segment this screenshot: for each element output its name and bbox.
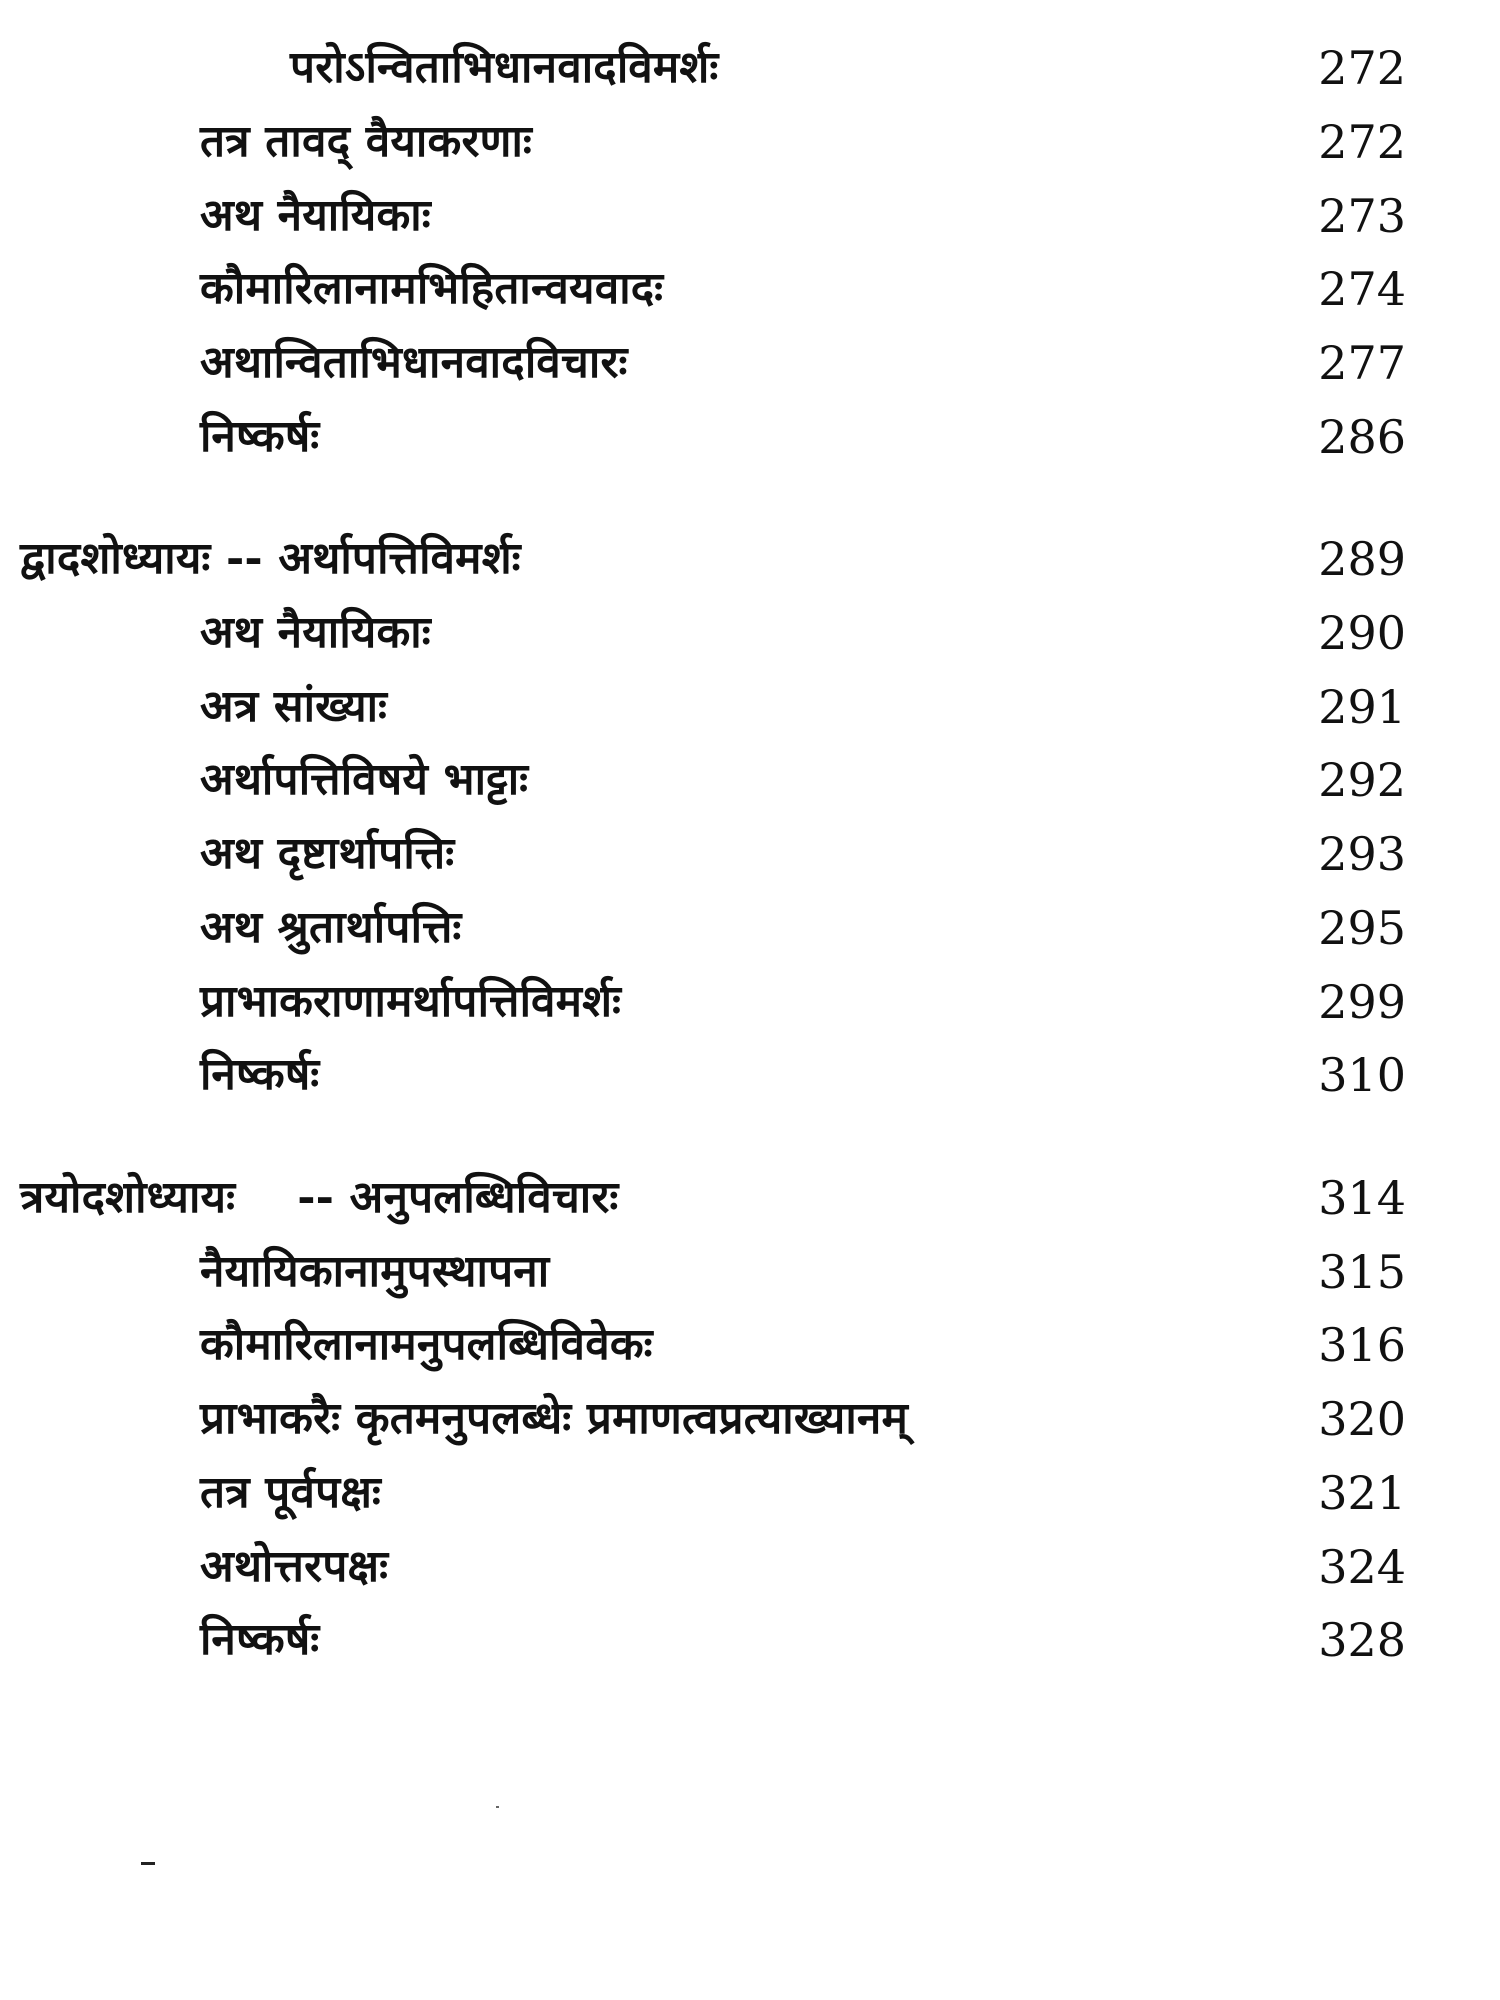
toc-entry-page: 316 [1318,1318,1406,1372]
toc-entry-page: 291 [1318,680,1406,734]
toc-entry [0,1461,1500,1525]
toc-entry-page: 320 [1318,1392,1406,1446]
toc-entry-page: 290 [1318,606,1406,660]
toc-entry-title: तत्र तावद् वैयाकरणाः [200,116,532,167]
toc-entry [0,1535,1500,1599]
toc-entry-page: 315 [1318,1245,1406,1299]
toc-entry [0,184,1500,248]
toc-entry-title: तत्र पूर्वपक्षः [200,1467,381,1518]
toc-entry-title: कौमारिलानामनुपलब्धिविवेकः [200,1319,653,1370]
toc-entry-page: 272 [1318,41,1406,95]
toc-entry-title: निष्कर्षः [200,1614,320,1665]
toc-entry-page: 272 [1318,115,1406,169]
toc-entry [0,257,1500,321]
toc-entry [0,110,1500,174]
scan-speck [496,1806,499,1808]
toc-entry-title: अत्र सांख्याः [200,681,388,732]
toc-entry [0,1387,1500,1451]
toc-entry [0,748,1500,812]
toc-entry-page: 328 [1318,1613,1406,1667]
toc-entry-title: निष्कर्षः [200,1049,320,1100]
toc-entry [0,970,1500,1034]
toc-entry-page: 321 [1318,1466,1406,1520]
toc-entry-page: 324 [1318,1540,1406,1594]
toc-entry [0,405,1500,469]
toc-entry-page: 274 [1318,262,1406,316]
toc-entry-title: अथ नैयायिकाः [200,190,431,241]
toc-entry [0,1608,1500,1672]
toc-entry-title: अथान्विताभिधानवादविचारः [200,337,628,388]
toc-entry [0,675,1500,739]
toc-entry [0,1043,1500,1107]
toc-entry [0,1240,1500,1304]
toc-entry-title: प्राभाकराणामर्थापत्तिविमर्शः [200,976,622,1027]
toc-entry-title: परोऽन्विताभिधानवादविमर्शः [290,42,719,93]
toc-entry-title: नैयायिकानामुपस्थापना [200,1246,550,1297]
toc-entry-page: 293 [1318,827,1406,881]
toc-entry-page: 286 [1318,410,1406,464]
toc-entry-page: 277 [1318,336,1406,390]
toc-entry-page: 289 [1318,532,1406,586]
toc-entry-title: निष्कर्षः [200,411,320,462]
toc-entry-page: 295 [1318,901,1406,955]
toc-entry [0,36,1500,100]
toc-entry-page: 273 [1318,189,1406,243]
toc-entry-page: 314 [1318,1171,1406,1225]
toc-chapter-title: त्रयोदशोध्यायः -- अनुपलब्धिविचारः [20,1172,619,1223]
toc-entry-title: अथ नैयायिकाः [200,607,431,658]
toc-entry [0,331,1500,395]
toc-entry-title: अर्थापत्तिविषये भाट्टाः [200,754,529,805]
toc-chapter-heading [0,1166,1500,1230]
toc-entry-page: 310 [1318,1048,1406,1102]
toc-entry-title: प्राभाकरैः कृतमनुपलब्धेः प्रमाणत्वप्रत्याख्यानम् [200,1393,909,1444]
toc-entry [0,601,1500,665]
toc-entry-page: 292 [1318,753,1406,807]
toc-chapter-heading [0,527,1500,591]
toc-entry [0,896,1500,960]
toc-entry-title: अथ दृष्टार्थापत्तिः [200,828,455,879]
toc-entry-page: 299 [1318,975,1406,1029]
toc-entry [0,822,1500,886]
toc-chapter-title: द्वादशोध्यायः -- अर्थापत्तिविमर्शः [20,533,521,584]
toc-entry-title: कौमारिलानामभिहितान्वयवादः [200,263,664,314]
toc-entry-title: अथ श्रुतार्थापत्तिः [200,902,462,953]
toc-entry [0,1313,1500,1377]
scan-mark [141,1862,155,1865]
toc-entry-title: अथोत्तरपक्षः [200,1541,389,1592]
